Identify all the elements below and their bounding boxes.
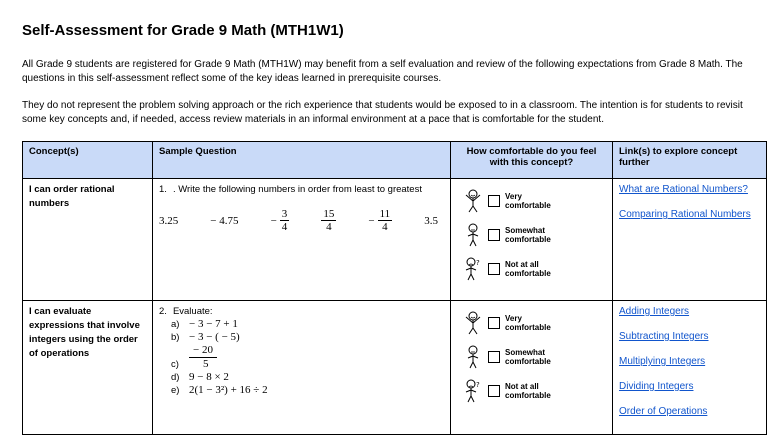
comfort-option bbox=[463, 309, 606, 337]
minus-sign: − bbox=[270, 214, 277, 227]
expression: 2(1 − 3²) + 16 ÷ 2 bbox=[189, 384, 268, 396]
comfort-checkbox[interactable] bbox=[488, 351, 500, 363]
question-cell bbox=[153, 179, 451, 301]
eval-part: d) 9 − 8 × 2 bbox=[171, 371, 229, 383]
comfort-label: Very comfortable bbox=[505, 192, 551, 210]
expression: − 3 − ( − 5) bbox=[189, 331, 240, 343]
comfort-checkbox[interactable] bbox=[488, 385, 500, 397]
comfort-checkbox[interactable] bbox=[488, 229, 500, 241]
svg-text:?: ? bbox=[476, 381, 480, 389]
table-row bbox=[23, 301, 767, 435]
header-sample-question: Sample Question bbox=[153, 142, 451, 179]
comfort-option bbox=[463, 187, 606, 215]
intro-paragraph-2: They do not represent the problem solving approach or the rich experience that students would be exposed to in a classroom. The intention is for students to revisit some key concepts and, if needed, access review materials in an informal environment at a pace that is comfortable for the student. bbox=[22, 100, 743, 125]
concept-cell: I can evaluate expressions that involve integers using the order of operations bbox=[23, 301, 153, 435]
fraction-denominator: 4 bbox=[281, 221, 288, 233]
fraction-numerator: 3 bbox=[281, 208, 288, 220]
happy-stick-figure-icon bbox=[463, 189, 483, 213]
comfort-cell bbox=[451, 179, 613, 301]
question-text: Evaluate: bbox=[172, 306, 213, 317]
fraction-negative bbox=[368, 208, 392, 233]
eval-part: c) 5 bbox=[171, 358, 209, 370]
neutral-stick-figure-icon bbox=[463, 345, 483, 369]
eval-part bbox=[171, 344, 444, 358]
comfort-label: Not at all comfortable bbox=[505, 260, 551, 278]
link-order-of-operations[interactable]: Order of Operations bbox=[619, 406, 708, 417]
intro-paragraph-1: All Grade 9 students are registered for Grade 9 Math (MTH1W) may benefit from a self evaluation and review of the following expectations from Grade 8 Math. The questions in this self-assessment reflect some of the key ideas learned in prerequisite courses. bbox=[22, 59, 743, 84]
header-links: Link(s) to explore concept further bbox=[613, 142, 767, 179]
comfort-label: Somewhat comfortable bbox=[505, 226, 551, 244]
comfort-option bbox=[463, 255, 606, 283]
comfort-label: Not at all comfortable bbox=[505, 382, 551, 400]
eval-part: e) 2(1 − 3²) + 16 ÷ 2 bbox=[171, 384, 268, 396]
fraction-numerator: 11 bbox=[379, 208, 391, 220]
comfort-option bbox=[463, 221, 606, 249]
number-value: 3.5 bbox=[424, 214, 438, 227]
concept-cell: I can order rational numbers bbox=[23, 179, 153, 301]
link-adding-integers[interactable]: Adding Integers bbox=[619, 306, 690, 317]
question-cell bbox=[153, 301, 451, 435]
link-rational-numbers[interactable]: What are Rational Numbers? bbox=[619, 184, 748, 195]
expression: − 20 bbox=[189, 344, 217, 358]
comfort-option bbox=[463, 377, 606, 405]
assessment-table bbox=[22, 141, 767, 435]
fraction-numerator: 15 bbox=[323, 208, 335, 220]
number-value: 3.25 bbox=[159, 214, 179, 227]
comfort-checkbox[interactable] bbox=[488, 263, 500, 275]
neutral-stick-figure-icon bbox=[463, 223, 483, 247]
header-concepts: Concept(s) bbox=[23, 142, 153, 179]
link-dividing-integers[interactable]: Dividing Integers bbox=[619, 381, 694, 392]
fraction-denominator: 4 bbox=[326, 221, 332, 233]
comfort-checkbox[interactable] bbox=[488, 195, 500, 207]
eval-part: a) − 3 − 7 + 1 bbox=[171, 318, 238, 330]
page-title: Self-Assessment for Grade 9 Math (MTH1W1) bbox=[22, 22, 344, 39]
links-cell bbox=[613, 179, 767, 301]
comfort-label: Somewhat comfortable bbox=[505, 348, 551, 366]
svg-text:?: ? bbox=[476, 259, 480, 267]
question-number: 2. bbox=[159, 306, 167, 317]
expression: 5 bbox=[203, 358, 209, 370]
comfort-cell bbox=[451, 301, 613, 435]
table-header-row bbox=[23, 142, 767, 179]
comfort-checkbox[interactable] bbox=[488, 317, 500, 329]
confused-stick-figure-icon bbox=[463, 257, 483, 281]
fraction bbox=[321, 208, 336, 233]
number-value: − 4.75 bbox=[210, 214, 239, 227]
fraction-negative bbox=[271, 208, 290, 233]
expression: 9 − 8 × 2 bbox=[189, 371, 229, 383]
question-number: 1. bbox=[159, 184, 167, 195]
fraction-denominator: 4 bbox=[382, 221, 388, 233]
table-row bbox=[23, 179, 767, 301]
minus-sign: − bbox=[368, 214, 375, 227]
links-cell bbox=[613, 301, 767, 435]
question-text: . Write the following numbers in order from least to greatest bbox=[172, 184, 422, 195]
link-comparing-rational-numbers[interactable]: Comparing Rational Numbers bbox=[619, 209, 751, 220]
comfort-label: Very comfortable bbox=[505, 314, 551, 332]
expression: − 3 − 7 + 1 bbox=[189, 318, 238, 330]
link-subtracting-integers[interactable]: Subtracting Integers bbox=[619, 331, 709, 342]
header-comfort: How comfortable do you feel with this concept? bbox=[451, 142, 613, 179]
link-multiplying-integers[interactable]: Multiplying Integers bbox=[619, 356, 706, 367]
comfort-option bbox=[463, 343, 606, 371]
happy-stick-figure-icon bbox=[463, 311, 483, 335]
eval-part: b) − 3 − ( − 5) bbox=[171, 331, 240, 343]
number-list bbox=[159, 208, 444, 233]
confused-stick-figure-icon bbox=[463, 379, 483, 403]
